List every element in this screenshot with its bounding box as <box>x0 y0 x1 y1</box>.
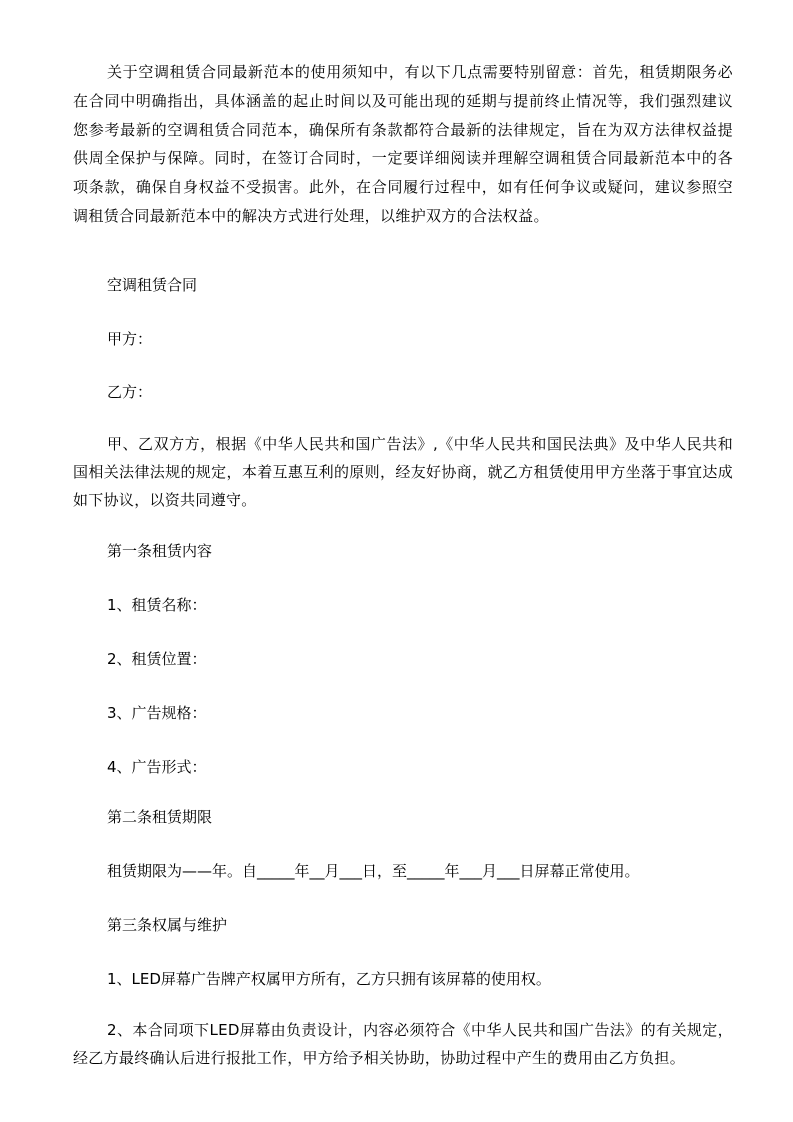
article-1-item-4: 4、广告形式： <box>107 758 207 776</box>
contract-title: 空调租赁合同 <box>107 276 198 294</box>
party-b-label: 乙方： <box>107 383 153 401</box>
article-1-item-2: 2、租赁位置： <box>107 650 207 668</box>
article-3-item-2: 2、本合同项下LED屏幕由负责设计，内容必须符合《中华人民共和国广告法》的有关规定，经乙方最终确认后进行报批工作，甲方给予相关协助，协助过程中产生的费用由乙方负担。 <box>73 1021 733 1067</box>
article-1-item-3: 3、广告规格： <box>107 704 207 722</box>
article-1-item-1: 1、租赁名称： <box>107 596 207 614</box>
usage-notice-paragraph: 关于空调租赁合同最新范本的使用须知中，有以下几点需要特别留意：首先，租赁期限务必在合同中明确指出，具体涵盖的起止时间以及可能出现的延期与提前终止情况等，我们强烈建议您参考最新的空调租赁合同范本，确保所有条款都符合最新的法律规定，旨在为双方法律权益提供周全保护与保障。同时，在签订合同时，一定要详细阅读并理解空调租赁合同最新范本中的各项条款，确保自身权益不受损害。此外，在合同履行过程中，如有任何争议或疑问，建议参照空调租赁合同最新范本中的解决方式进行处理，以维护双方的合法权益。 <box>73 63 733 225</box>
article-2-term: 租赁期限为——年。自_____年__月___日，至_____年___月___日屏幕正常使用。 <box>107 862 640 880</box>
article-3-item-1: 1、LED屏幕广告牌产权属甲方所有，乙方只拥有该屏幕的使用权。 <box>107 970 551 988</box>
party-a-label: 甲方： <box>107 330 153 348</box>
article-1-heading: 第一条租赁内容 <box>107 542 213 560</box>
article-3-heading: 第三条权属与维护 <box>107 916 228 934</box>
contract-preamble: 甲、乙双方方，根据《中华人民共和国广告法》,《中华人民共和国民法典》及中华人民共和国相关法律法规的规定，本着互惠互利的原则，经友好协商，就乙方租赁使用甲方坐落于事宜达成如下协议，以资共同遵守。 <box>73 435 733 509</box>
article-2-heading: 第二条租赁期限 <box>107 808 213 826</box>
